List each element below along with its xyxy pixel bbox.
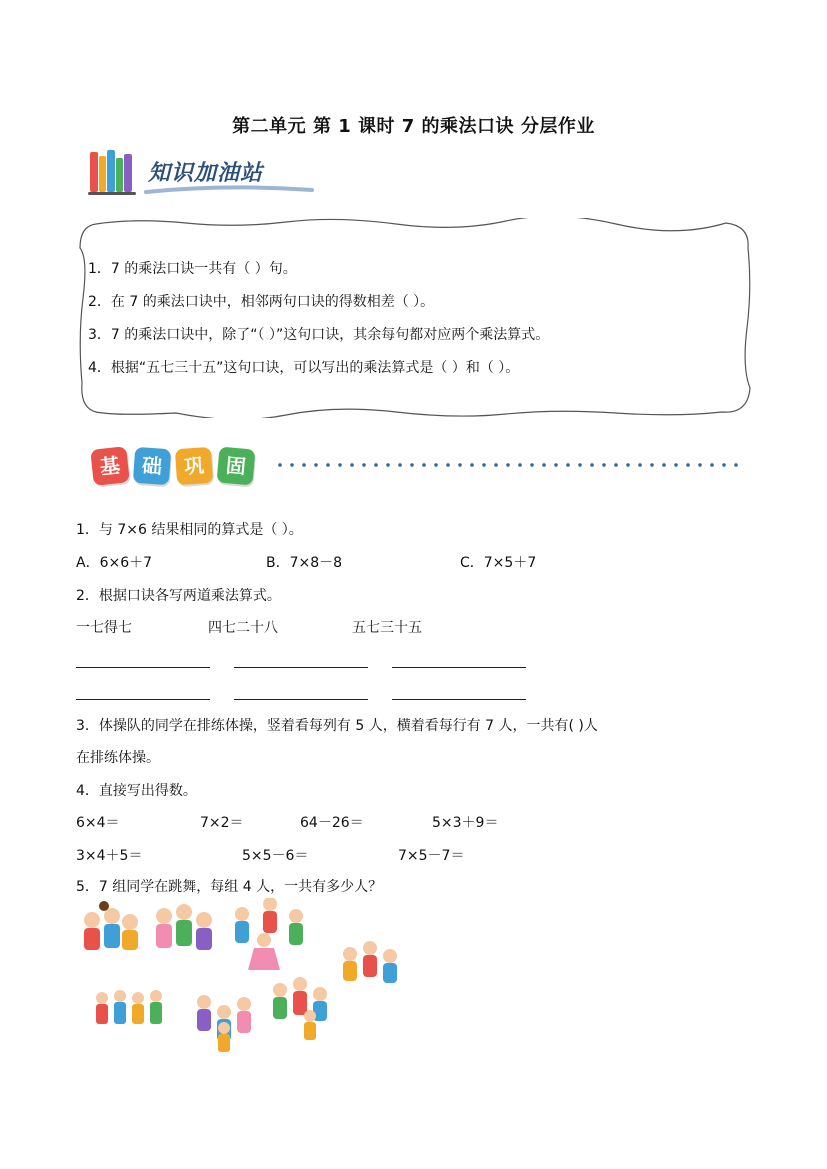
dancing-kids-illustration (74, 898, 414, 1058)
banner-underline-icon (144, 184, 314, 198)
answer-line[interactable] (234, 699, 368, 700)
answer-line[interactable] (392, 667, 526, 668)
knowledge-box (76, 218, 754, 418)
kids-group-7 (273, 977, 327, 1040)
banner-char-chu: 础 (133, 447, 171, 485)
kids-group-5 (96, 990, 162, 1024)
kids-group-4 (343, 941, 397, 983)
answer-line[interactable] (76, 667, 210, 668)
q1-option-c: C．7×5＋7 (460, 555, 537, 571)
q3-line-1: 3．体操队的同学在排练体操，竖着看每列有 5 人，横着看每行有 7 人，一共有( )人 (76, 718, 598, 734)
knowledge-item-3: 3．7 的乘法口诀中，除了“（ ）”这句口诀，其余每句都对应两个乘法算式。 (88, 327, 550, 343)
basic-practice-banner (88, 440, 748, 496)
q4-expr: 7×2＝ (200, 815, 244, 831)
knowledge-item-2: 2．在 7 的乘法口诀中，相邻两句口诀的得数相差（ ）。 (88, 294, 435, 310)
kids-group-6 (197, 995, 251, 1052)
q5-stem: 5．7 组同学在跳舞，每组 4 人，一共有多少人？ (76, 879, 383, 895)
kids-group-3 (235, 898, 303, 970)
q2-stem: 2．根据口诀各写两道乘法算式。 (76, 588, 281, 604)
q4-expr: 7×5－7＝ (398, 848, 465, 864)
answer-line[interactable] (234, 667, 368, 668)
kids-group-2 (156, 904, 212, 950)
q4-expr: 3×4＋5＝ (76, 848, 143, 864)
q4-stem: 4．直接写出得数。 (76, 783, 197, 799)
banner-char-ji: 基 (90, 446, 130, 486)
knowledge-station-title: 知识加油站 (148, 161, 264, 186)
q4-expr: 6×4＝ (76, 815, 120, 831)
kids-group-1 (84, 901, 138, 950)
knowledge-item-4: 4．根据“五七三十五”这句口诀，可以写出的乘法算式是（ ）和（ ）。 (88, 360, 520, 376)
q3-line-2: 在排练体操。 (76, 750, 160, 766)
dotted-divider (274, 462, 744, 468)
q1-stem: 1．与 7×6 结果相同的算式是（ ）。 (76, 522, 303, 538)
q4-expr: 5×5－6＝ (242, 848, 309, 864)
q2-rhyme-3: 五七三十五 (352, 620, 422, 636)
q2-rhyme-2: 四七二十八 (208, 620, 278, 636)
q2-rhyme-1: 一七得七 (76, 620, 132, 636)
banner-char-gong: 巩 (175, 447, 213, 485)
q1-option-a: A．6×6＋7 (76, 555, 153, 571)
answer-line[interactable] (392, 699, 526, 700)
knowledge-item-1: 1．7 的乘法口诀一共有（ ）句。 (88, 261, 297, 277)
knowledge-station-banner (88, 146, 318, 200)
q4-expr: 64－26＝ (300, 815, 364, 831)
banner-char-gu: 固 (216, 446, 255, 485)
q4-expr: 5×3＋9＝ (432, 815, 499, 831)
q1-option-b: B．7×8－8 (266, 555, 343, 571)
page-title: 第二单元 第 1 课时 7 的乘法口诀 分层作业 (232, 116, 595, 137)
answer-line[interactable] (76, 699, 210, 700)
